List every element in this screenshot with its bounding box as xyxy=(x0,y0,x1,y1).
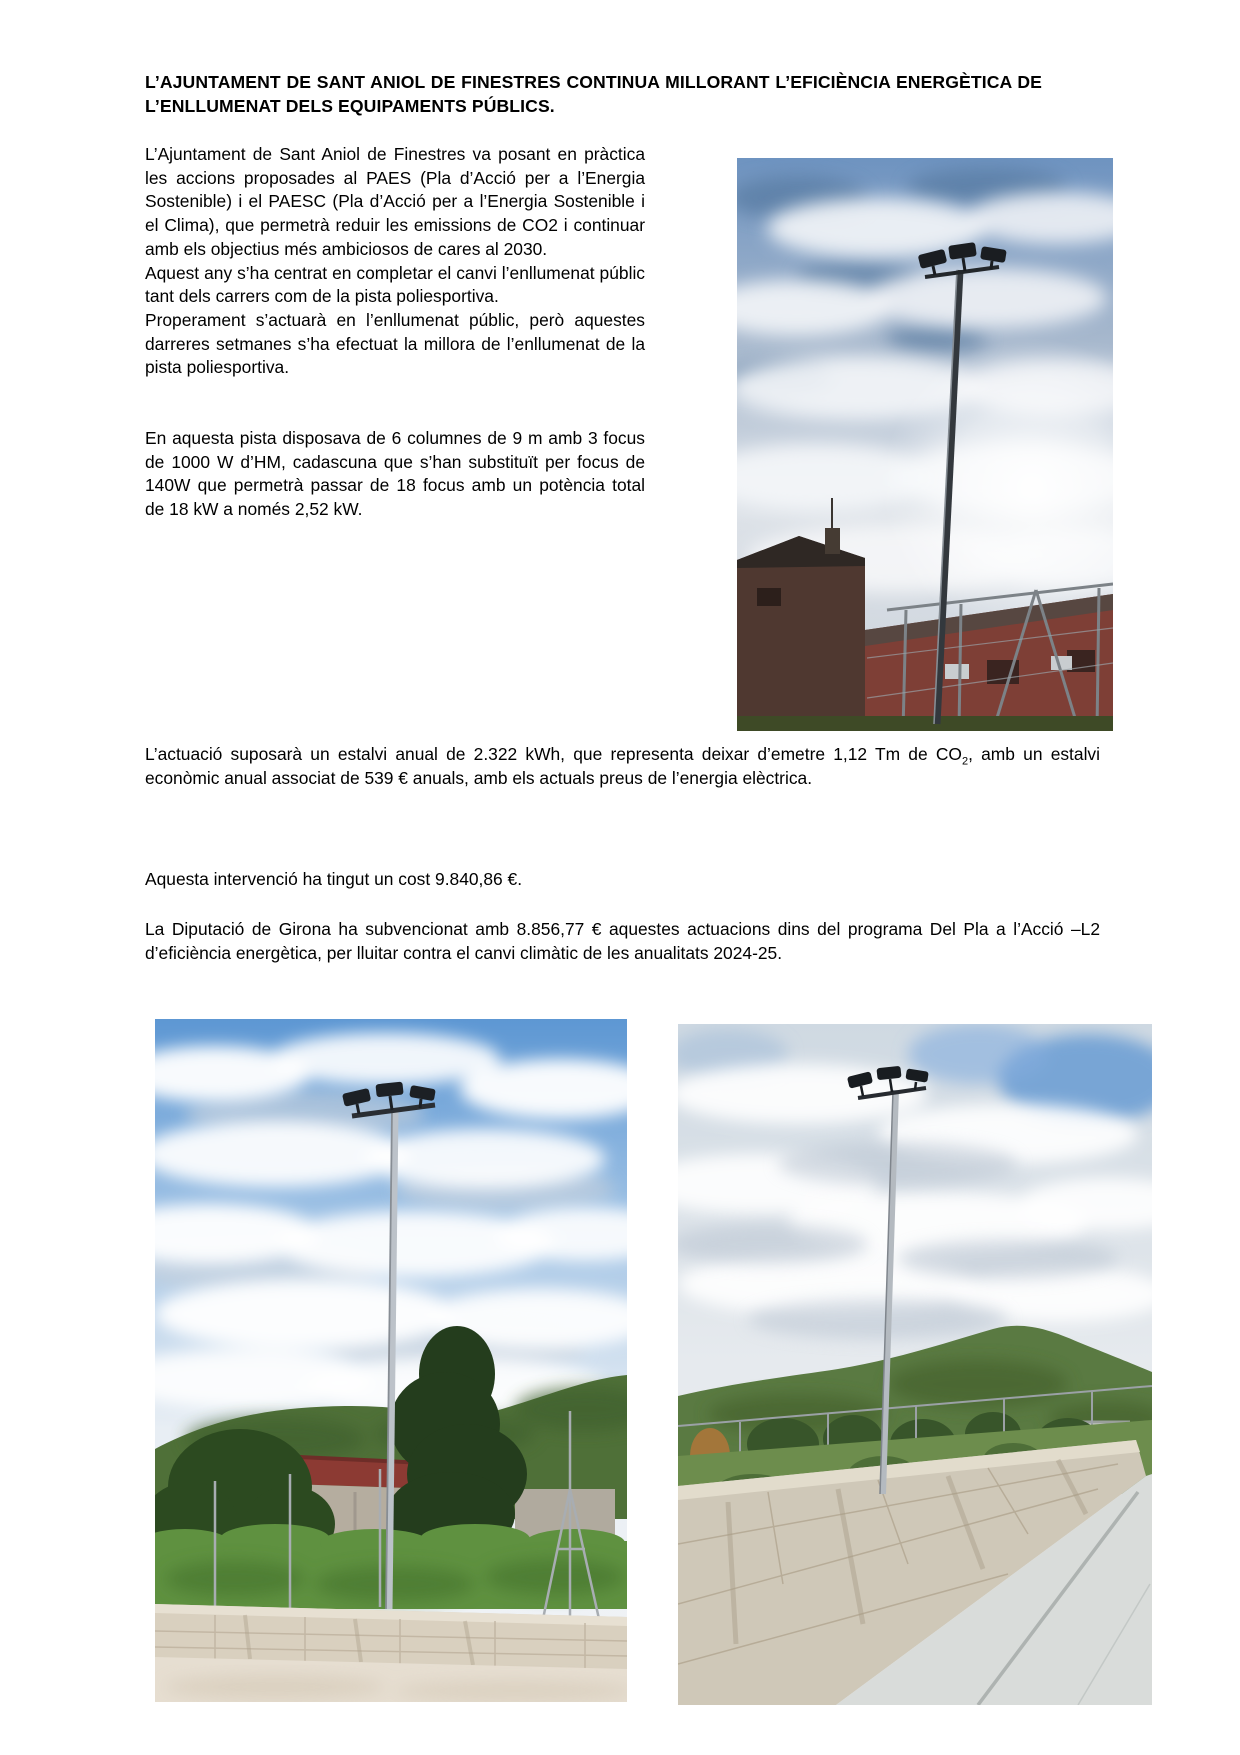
page-title: L’AJUNTAMENT DE SANT ANIOL DE FINESTRES CONTINUA MILLORANT L’EFICIÈNCIA ENERGÈTICA DE L’ENLLUMENAT DELS EQUIPAMENTS PÚBLICS. xyxy=(145,71,1042,117)
paragraph-columnes-focus: En aquesta pista disposava de 6 columnes de 9 m amb 3 focus de 1000 W d’HM, cadascuna que s’han substituït per focus de 140W que permetrà passar de 18 focus amb un potència total de 18 kW a només 2,52 kW. xyxy=(145,428,645,520)
paragraph-cost: Aquesta intervenció ha tingut un cost 9.840,86 €. xyxy=(145,869,523,889)
paragraph-properament: Properament s’actuarà en l’enllumenat públic, però aquestes darreres setmanes s’ha efectuat la millora de l’enllumenat de la pista poliesportiva. xyxy=(145,309,645,378)
paragraph-paes: L’Ajuntament de Sant Aniol de Finestres va posant en pràctica les accions proposades al PAES (Pla d’Acció per a l’Energia Sostenible) i el PAESC (Pla d’Acció per a l’Energia Sostenible i el Clima), que permetrà reduir les emissions de CO2 i continuar amb els objectius més ambiciosos de cares al 2030. xyxy=(145,144,645,259)
co2-subscript: 2 xyxy=(961,755,969,768)
paragraph-savings xyxy=(145,743,1100,790)
paragraph-canvi-enllumenat: Aquest any s’ha centrat en completar el canvi l’enllumenat públic tant dels carrers com de la pista poliesportiva. xyxy=(145,262,645,307)
photo-court-pole-wall xyxy=(678,1024,1152,1705)
paragraph-grant: La Diputació de Girona ha subvencionat amb 8.856,77 € aquestes actuacions dins del programa Del Pla a l’Acció –L2 d’eficiència energètica, per lluitar contra el canvi climàtic de les anualitats 2024-25. xyxy=(145,919,1100,963)
photo-court-pole-hedge xyxy=(155,1019,627,1702)
savings-text-before: L’actuació suposarà un estalvi anual de 2.322 kWh, que representa deixar d’emetre 1,12 Tm de CO xyxy=(145,744,962,764)
body-text-column xyxy=(145,143,645,522)
photo-floodlight-pole-clouds xyxy=(737,158,1113,731)
savings-text-after: , amb un estalvi econòmic anual associat de 539 € anuals, amb els actuals preus de l’energia elèctrica. xyxy=(145,744,1100,788)
